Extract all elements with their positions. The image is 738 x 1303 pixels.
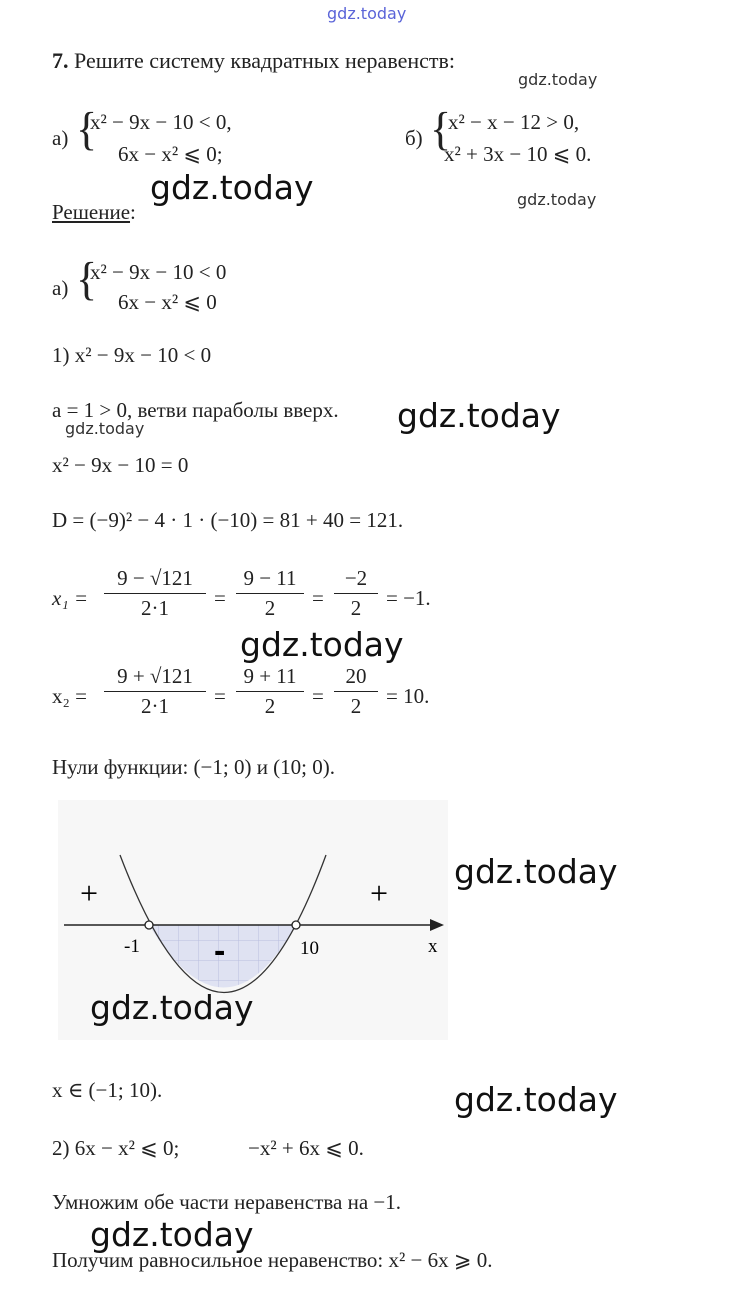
watermark-big-3: gdz.today — [240, 625, 404, 664]
zeros-text: Нули функции: (−1; 0) и (10; 0). — [52, 755, 336, 779]
x2-f1-num: 9 + √121 — [117, 664, 193, 688]
solution-sys-label: а) — [52, 276, 69, 300]
task-b-line2: x² + 3x − 10 ⩽ 0. — [444, 142, 592, 166]
x1-fraction-2 — [236, 566, 304, 621]
x2-f3-num: 20 — [345, 664, 367, 688]
equivalent-text: Получим равносильное неравенство: x² − 6x ⩾ 0. — [52, 1248, 493, 1272]
x2-f2-num: 9 + 11 — [243, 664, 297, 688]
x1-eq2: = — [312, 586, 324, 610]
task-header — [52, 48, 455, 74]
solution-sys-line1: x² − 9x − 10 < 0 — [90, 260, 227, 284]
watermark-big-4: gdz.today — [454, 852, 618, 891]
left-root-label: -1 — [124, 936, 140, 957]
x2-tail: = 10. — [386, 684, 430, 708]
x2-fraction-3 — [334, 664, 378, 719]
right-root-label: 10 — [300, 938, 319, 959]
x2-eq2: = — [312, 684, 324, 708]
interval-text: x ∈ (−1; 10). — [52, 1078, 163, 1102]
x1-eq1: = — [214, 586, 226, 610]
task-a-brace: { — [76, 103, 98, 156]
step2-b: −x² + 6x ⩽ 0. — [248, 1136, 364, 1160]
x1-fraction-1 — [104, 566, 206, 621]
multiply-text: Умножим обе части неравенства на −1. — [52, 1190, 402, 1214]
x1-f2-den: 2 — [264, 596, 276, 621]
watermark-big-2: gdz.today — [397, 396, 561, 435]
step1: 1) x² − 9x − 10 < 0 — [52, 343, 212, 367]
x2-f1-den: 2·1 — [141, 694, 169, 719]
x1-f3-den: 2 — [350, 596, 362, 621]
task-b-line1: x² − x − 12 > 0, — [448, 110, 580, 134]
task-b-label: б) — [405, 126, 423, 150]
x1-f2-num: 9 − 11 — [243, 566, 297, 590]
branches-text: a = 1 > 0, ветви параболы вверх. — [52, 398, 339, 422]
task-number: 7. — [52, 48, 69, 73]
task-a-line1: x² − 9x − 10 < 0, — [90, 110, 232, 134]
watermark-small-2: gdz.today — [517, 190, 597, 209]
solution-heading — [52, 200, 136, 225]
task-b-brace: { — [430, 103, 452, 156]
x1-lhs: x₁ = — [52, 586, 89, 610]
plus-right: + — [370, 875, 389, 911]
x1-tail: = −1. — [386, 586, 431, 610]
solution-heading-text: Решение — [52, 200, 131, 224]
x2-fraction-2 — [236, 664, 304, 719]
discriminant: D = (−9)² − 4 · 1 · (−10) = 81 + 40 = 121. — [52, 508, 404, 532]
watermark-big-7: gdz.today — [90, 1215, 254, 1254]
task-title: Решите систему квадратных неравенств: — [74, 48, 455, 73]
x1-fraction-3 — [334, 566, 378, 621]
x2-f2-den: 2 — [264, 694, 276, 719]
minus-sign: - — [214, 932, 226, 970]
root-right-point — [292, 921, 300, 929]
task-a-label: а) — [52, 126, 69, 150]
watermark-small-1: gdz.today — [518, 70, 598, 89]
solution-sys-brace: { — [76, 253, 98, 306]
x1-f3-num: −2 — [344, 566, 368, 590]
x1-f1-num: 9 − √121 — [117, 566, 193, 590]
x2-fraction-1 — [104, 664, 206, 719]
equation: x² − 9x − 10 = 0 — [52, 453, 189, 477]
watermark-big-6: gdz.today — [454, 1080, 618, 1119]
watermark-big-1: gdz.today — [150, 168, 314, 207]
solution-heading-colon: : — [130, 200, 136, 224]
task-a-line2: 6x − x² ⩽ 0; — [118, 142, 223, 166]
plus-left: + — [80, 875, 99, 911]
solution-sys-line2: 6x − x² ⩽ 0 — [118, 290, 217, 314]
axis-label: x — [428, 936, 438, 957]
x2-f3-den: 2 — [350, 694, 362, 719]
watermark-big-5: gdz.today — [90, 988, 254, 1027]
x1-f1-den: 2·1 — [141, 596, 169, 621]
watermark-small-3: gdz.today — [65, 419, 145, 438]
watermark-top: gdz.today — [327, 4, 407, 23]
x2-eq1: = — [214, 684, 226, 708]
step2-a: 2) 6x − x² ⩽ 0; — [52, 1136, 180, 1160]
x2-lhs: x₂ = — [52, 684, 87, 708]
root-left-point — [145, 921, 153, 929]
